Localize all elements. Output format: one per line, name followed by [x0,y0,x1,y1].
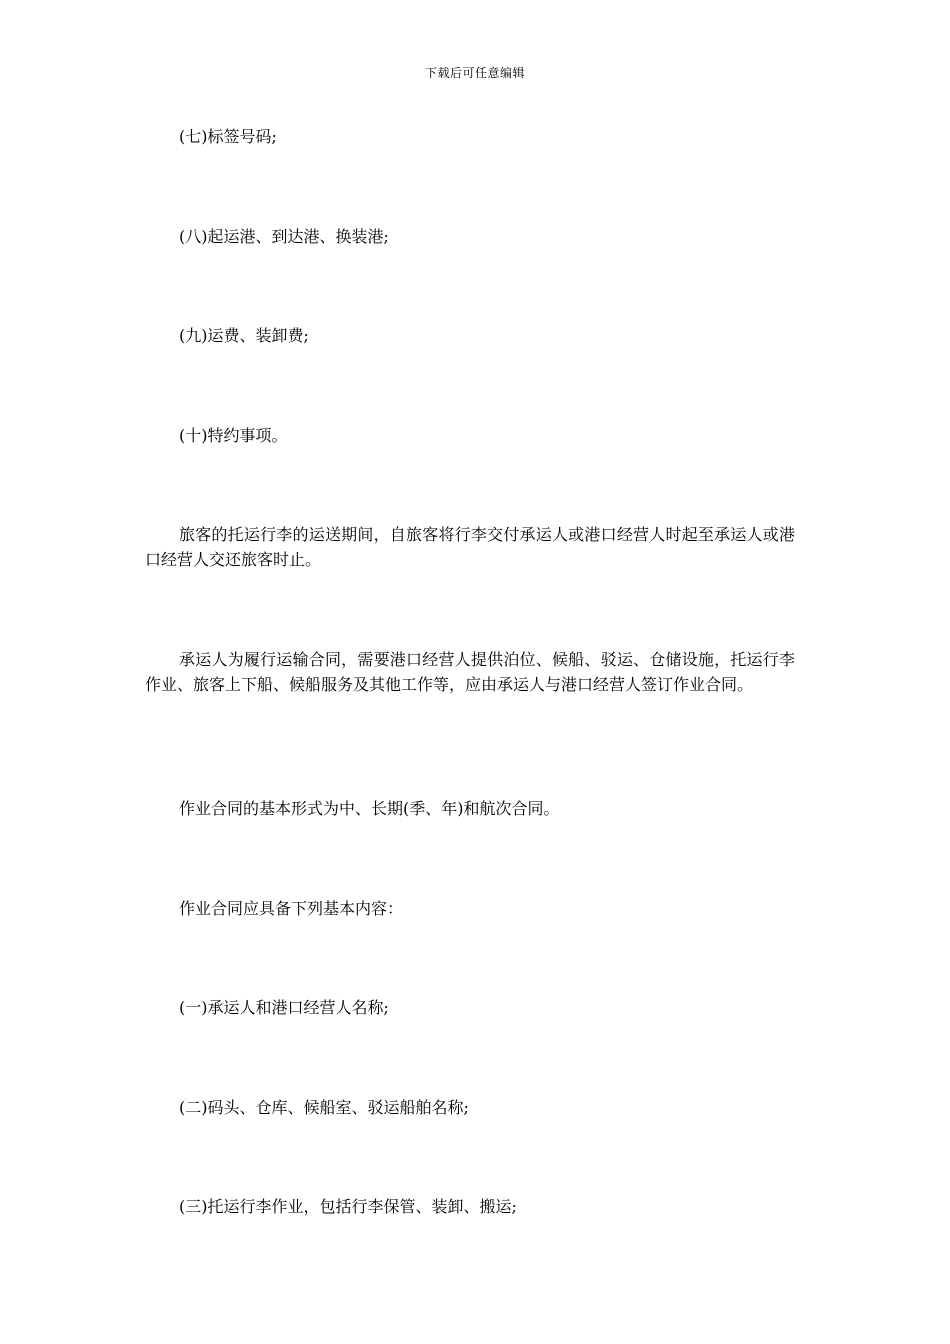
page-header: 下载后可任意编辑 [424,66,525,80]
paragraph-contract-basic-form: 作业合同的基本形式为中、长期(季、年)和航次合同。 [179,799,560,818]
paragraph-item-7-label-number: (七)标签号码; [179,127,277,146]
paragraph-item-8-ports: (八)起运港、到达港、换装港; [179,227,389,246]
paragraph-item-10-special-terms: (十)特约事项。 [179,426,288,445]
paragraph-item-3-luggage-operations: (三)托运行李作业，包括行李保管、装卸、搬运; [179,1197,517,1216]
paragraph-contract-basic-content: 作业合同应具备下列基本内容： [179,899,404,918]
paragraph-item-2-facilities: (二)码头、仓库、候船室、驳运船舶名称; [179,1098,469,1117]
paragraph-operation-contract-requirement: 承运人为履行运输合同，需要港口经营人提供泊位、候船、驳运、仓储设施，托运行李作业、旅客上下船、候船服务及其他工作等，应由承运人与港口经营人签订作业合同。 [145,650,795,694]
paragraph-item-9-fees: (九)运费、装卸费; [179,326,309,345]
paragraph-luggage-transport-period: 旅客的托运行李的运送期间，自旅客将行李交付承运人或港口经营人时起至承运人或港口经营人交还旅客时止。 [145,525,795,569]
paragraph-item-1-names: (一)承运人和港口经营人名称; [179,998,389,1017]
